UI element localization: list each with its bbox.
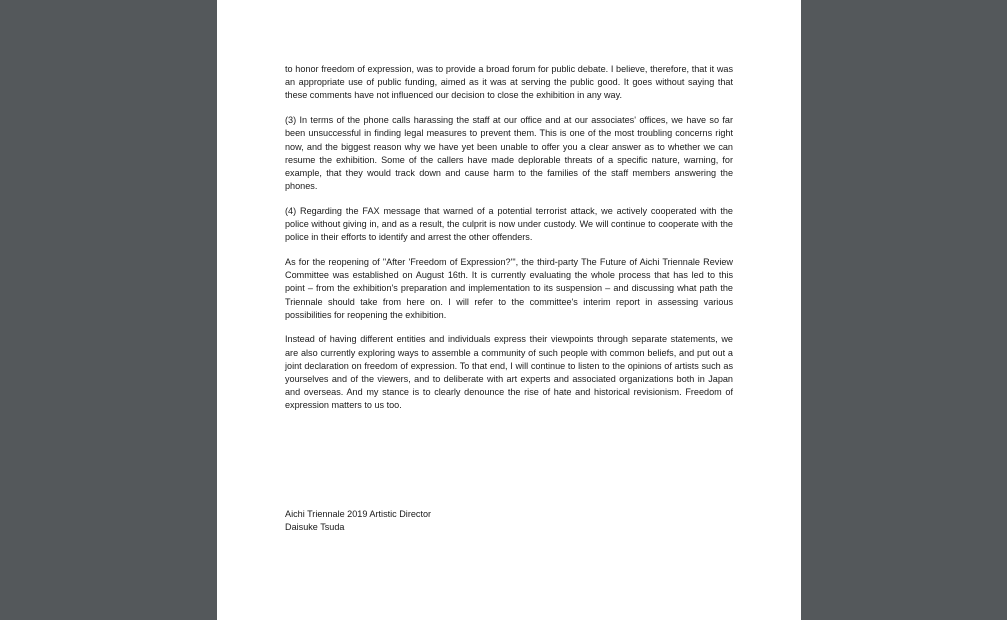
paragraph-community: Instead of having different entities and individuals express their viewpoints through separate statements, we are also currently exploring ways to assemble a community of such people with common beliefs, and put out a joint declaration on freedom of expression. To that end, I will continue to listen to the opinions of artists such as yourselves and of the viewers, and to deliberate with art experts and associated organizations both in Japan and overseas. And my stance is to clearly denounce the rise of hate and historical revisionism. Freedom of expression matters to us too. <box>285 334 733 411</box>
signature-name: Daisuke Tsuda <box>285 522 345 533</box>
signature-title: Aichi Triennale 2019 Artistic Director <box>285 509 432 519</box>
signature-block <box>285 508 733 534</box>
paragraph-phone-calls: (3) In terms of the phone calls harassing the staff at our office and at our associates' offices, we have so far been unsuccessful in finding legal measures to prevent them. This is one of the most troubling concerns right now, and the biggest reason why we have yet been unable to offer you a clear answer as to whether we can resume the exhibition. Some of the callers have made deplorable threats of a specific nature, warning, for example, that they would track down and cause harm to the families of the staff members answering the phones. <box>285 115 733 192</box>
document-page <box>217 0 801 620</box>
paragraph-fax-message: (4) Regarding the FAX message that warned of a potential terrorist attack, we actively cooperated with the police without giving in, and as a result, the culprit is now under custody. We will continue to cooperate with the police in their efforts to identify and arrest the other offenders. <box>285 205 733 243</box>
paragraph-reopening: As for the reopening of "After 'Freedom of Expression?'", the third-party The Future of Aichi Triennale Review Committee was established on August 16th. It is currently evaluating the whole process that has led to this point – from the exhibition's preparation and implementation to its suspension – and discussing what path the Triennale should take from here on. I will refer to the committee's interim report in assessing various possibilities for reopening the exhibition. <box>285 256 733 320</box>
paragraph-public-funding: to honor freedom of expression, was to provide a broad forum for public debate. I believe, therefore, that it was an appropriate use of public funding, aimed as it was at serving the public good. It goes without saying that these comments have not influenced our decision to close the exhibition in any way. <box>285 64 733 101</box>
letter-body <box>285 63 733 424</box>
